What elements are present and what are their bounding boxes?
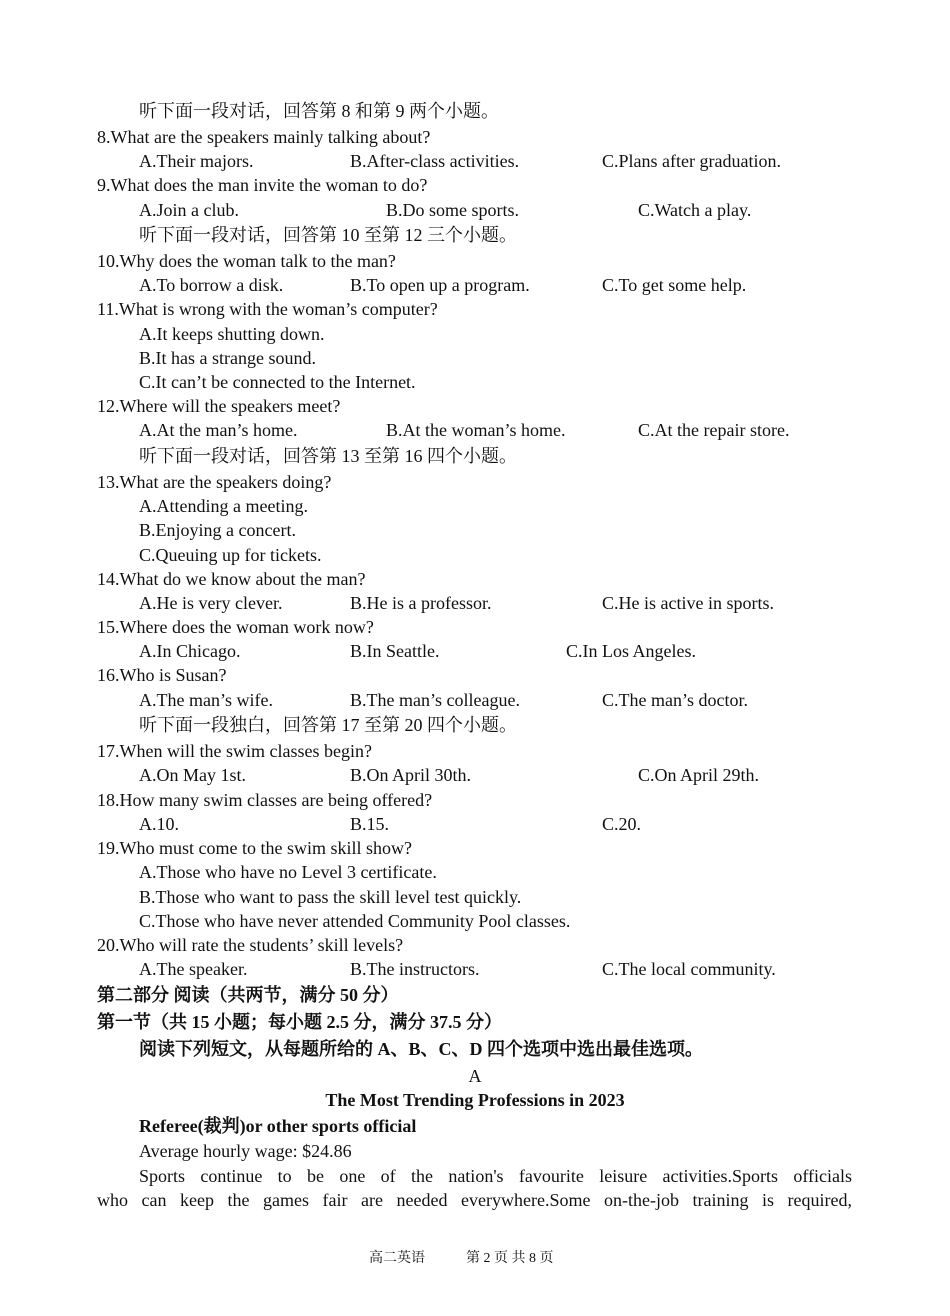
question-14-option-b: B.He is a professor. [350, 593, 492, 613]
question-15-option-a: A.In Chicago. [139, 641, 241, 661]
footer-page-number: 第 2 页 共 8 页 [466, 1251, 554, 1266]
question-9-option-c: C.Watch a play. [638, 200, 752, 220]
section-instruction-17-20: 听下面一段独白，回答第 17 至第 20 四个小题。 [139, 715, 517, 735]
question-10-stem: 10.Why does the woman talk to the man? [97, 251, 396, 271]
question-19-option-b: B.Those who want to pass the skill level test quickly. [139, 887, 522, 907]
question-17-option-c: C.On April 29th. [638, 765, 760, 785]
question-16-option-b: B.The man’s colleague. [350, 690, 520, 710]
question-10-option-c: C.To get some help. [602, 275, 747, 295]
question-17-stem: 17.When will the swim classes begin? [97, 741, 372, 761]
passage-title: The Most Trending Professions in 2023 [325, 1090, 625, 1110]
question-20-option-c: C.The local community. [602, 959, 776, 979]
question-15-option-c: C.In Los Angeles. [566, 641, 696, 661]
section-instruction-10-12: 听下面一段对话，回答第 10 至第 12 三个小题。 [139, 225, 517, 245]
question-13-option-c: C.Queuing up for tickets. [139, 545, 322, 565]
question-8-stem: 8.What are the speakers mainly talking about? [97, 127, 431, 147]
question-14-option-a: A.He is very clever. [139, 593, 283, 613]
question-12-option-a: A.At the man’s home. [139, 420, 298, 440]
question-13-option-a: A.Attending a meeting. [139, 496, 308, 516]
question-18-option-b: B.15. [350, 814, 390, 834]
question-17-option-b: B.On April 30th. [350, 765, 472, 785]
question-8-option-c: C.Plans after graduation. [602, 151, 781, 171]
question-8-option-a: A.Their majors. [139, 151, 254, 171]
question-20-option-a: A.The speaker. [139, 959, 248, 979]
passage-letter: A [468, 1066, 482, 1086]
part2-heading: 第二部分 阅读（共两节，满分 50 分） [97, 985, 399, 1005]
question-18-option-a: A.10. [139, 814, 179, 834]
question-15-option-b: B.In Seattle. [350, 641, 440, 661]
passage-line-1: Sports continue to be one of the nation's favourite leisure activities.Sports officials [139, 1166, 852, 1186]
section-instruction-13-16: 听下面一段对话，回答第 13 至第 16 四个小题。 [139, 446, 517, 466]
section-instruction-8-9: 听下面一段对话，回答第 8 和第 9 两个小题。 [139, 101, 499, 121]
question-20-option-b: B.The instructors. [350, 959, 480, 979]
question-15-stem: 15.Where does the woman work now? [97, 617, 374, 637]
question-9-option-a: A.Join a club. [139, 200, 239, 220]
question-12-stem: 12.Where will the speakers meet? [97, 396, 341, 416]
job-wage: Average hourly wage: $24.86 [139, 1141, 352, 1161]
part2-section1-heading: 第一节（共 15 小题；每小题 2.5 分，满分 37.5 分） [97, 1012, 502, 1032]
question-11-stem: 11.What is wrong with the woman’s computer? [97, 299, 438, 319]
question-16-option-a: A.The man’s wife. [139, 690, 273, 710]
question-11-option-b: B.It has a strange sound. [139, 348, 316, 368]
question-9-stem: 9.What does the man invite the woman to do? [97, 175, 428, 195]
question-18-stem: 18.How many swim classes are being offered? [97, 790, 433, 810]
passage-line-2: who can keep the games fair are needed everywhere.Some on-the-job training is required, [97, 1190, 852, 1210]
question-11-option-c: C.It can’t be connected to the Internet. [139, 372, 416, 392]
question-14-stem: 14.What do we know about the man? [97, 569, 366, 589]
question-14-option-c: C.He is active in sports. [602, 593, 774, 613]
question-18-option-c: C.20. [602, 814, 642, 834]
job-title: Referee(裁判)or other sports official [139, 1116, 417, 1136]
question-19-stem: 19.Who must come to the swim skill show? [97, 838, 412, 858]
question-13-option-b: B.Enjoying a concert. [139, 520, 296, 540]
question-11-option-a: A.It keeps shutting down. [139, 324, 325, 344]
question-13-stem: 13.What are the speakers doing? [97, 472, 332, 492]
question-16-stem: 16.Who is Susan? [97, 665, 227, 685]
question-8-option-b: B.After-class activities. [350, 151, 520, 171]
question-19-option-a: A.Those who have no Level 3 certificate. [139, 862, 437, 882]
question-10-option-a: A.To borrow a disk. [139, 275, 284, 295]
question-9-option-b: B.Do some sports. [386, 200, 520, 220]
question-12-option-b: B.At the woman’s home. [386, 420, 566, 440]
question-20-stem: 20.Who will rate the students’ skill levels? [97, 935, 404, 955]
question-19-option-c: C.Those who have never attended Community Pool classes. [139, 911, 571, 931]
part2-instruction: 阅读下列短文，从每题所给的 A、B、C、D 四个选项中选出最佳选项。 [139, 1039, 703, 1059]
question-17-option-a: A.On May 1st. [139, 765, 246, 785]
question-16-option-c: C.The man’s doctor. [602, 690, 748, 710]
footer-subject: 高二英语 [369, 1251, 425, 1266]
question-10-option-b: B.To open up a program. [350, 275, 530, 295]
question-12-option-c: C.At the repair store. [638, 420, 790, 440]
